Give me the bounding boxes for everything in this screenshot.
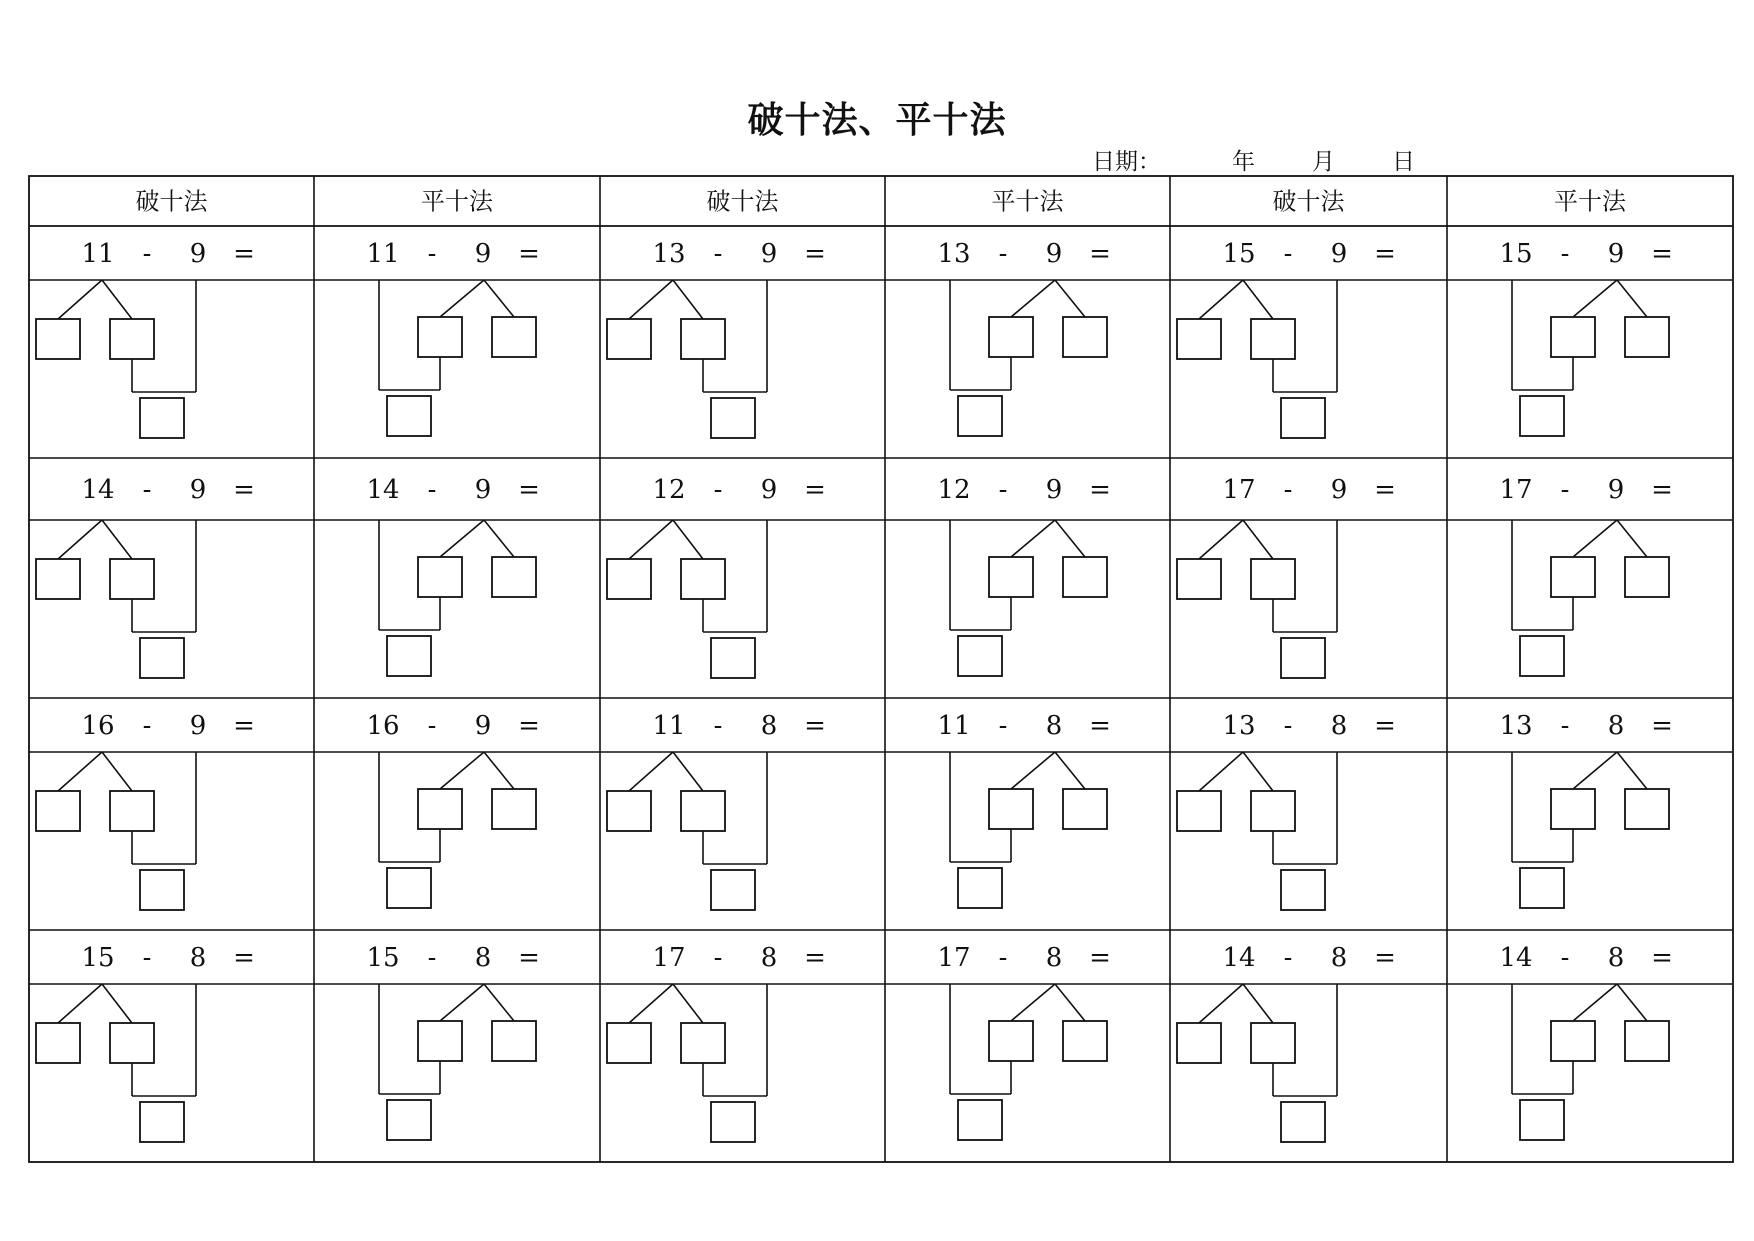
answer-box[interactable]	[387, 868, 431, 908]
answer-box[interactable]	[681, 319, 725, 359]
equals-sign: =	[1374, 475, 1396, 505]
minus-sign: -	[1560, 711, 1570, 741]
problem-subtrahend: 8	[1607, 943, 1625, 973]
problem-subtrahend: 8	[760, 943, 778, 973]
answer-box[interactable]	[140, 398, 184, 438]
minus-sign: -	[1560, 239, 1570, 269]
split-line-left	[1199, 280, 1243, 319]
minus-sign: -	[142, 711, 152, 741]
minus-sign: -	[1560, 475, 1570, 505]
problem-minuend: 11	[366, 239, 400, 269]
problem-minuend: 12	[652, 475, 686, 505]
minus-sign: -	[142, 475, 152, 505]
split-line-left	[629, 280, 673, 319]
split-line-right	[484, 520, 514, 557]
minus-sign: -	[427, 239, 437, 269]
answer-box[interactable]	[989, 557, 1033, 597]
problem-minuend: 17	[1499, 475, 1533, 505]
answer-box[interactable]	[140, 1102, 184, 1142]
answer-box[interactable]	[140, 870, 184, 910]
problem-minuend: 14	[1499, 943, 1533, 973]
split-line-right	[1055, 520, 1085, 557]
minus-sign: -	[998, 475, 1008, 505]
answer-box[interactable]	[110, 1023, 154, 1063]
equals-sign: =	[1374, 239, 1396, 269]
answer-box[interactable]	[1281, 1102, 1325, 1142]
column-header: 平十法	[421, 187, 493, 216]
problem-minuend: 14	[366, 475, 400, 505]
split-line-right	[1617, 752, 1647, 789]
problem-minuend: 15	[1222, 239, 1256, 269]
problem-subtrahend: 8	[1045, 943, 1063, 973]
column-header: 平十法	[1554, 187, 1626, 216]
answer-box[interactable]	[1177, 1023, 1221, 1063]
answer-box[interactable]	[711, 1102, 755, 1142]
answer-box[interactable]	[1281, 398, 1325, 438]
equals-sign: =	[518, 475, 540, 505]
answer-box[interactable]	[1551, 557, 1595, 597]
minus-sign: -	[998, 239, 1008, 269]
answer-box[interactable]	[989, 1021, 1033, 1061]
problem-subtrahend: 8	[189, 943, 207, 973]
problem-subtrahend: 8	[1607, 711, 1625, 741]
equals-sign: =	[1374, 943, 1396, 973]
answer-box[interactable]	[1251, 791, 1295, 831]
problem-minuend: 17	[937, 943, 971, 973]
date-day-label: 日	[1392, 149, 1415, 175]
problem-minuend: 15	[1499, 239, 1533, 269]
split-line-left	[1573, 752, 1617, 789]
problem-minuend: 13	[652, 239, 686, 269]
equals-sign: =	[1089, 239, 1111, 269]
problem-subtrahend: 9	[1045, 475, 1063, 505]
problem-minuend: 15	[366, 943, 400, 973]
split-line-right	[1617, 520, 1647, 557]
answer-box[interactable]	[607, 791, 651, 831]
problem-minuend: 14	[1222, 943, 1256, 973]
split-line-right	[102, 984, 132, 1023]
answer-box[interactable]	[1177, 791, 1221, 831]
problem-subtrahend: 9	[760, 475, 778, 505]
problem-minuend: 13	[1499, 711, 1533, 741]
answer-box[interactable]	[1251, 319, 1295, 359]
problem-subtrahend: 9	[1607, 475, 1625, 505]
minus-sign: -	[1560, 943, 1570, 973]
problem-subtrahend: 9	[189, 239, 207, 269]
answer-box[interactable]	[110, 559, 154, 599]
problem-subtrahend: 8	[1330, 711, 1348, 741]
answer-box[interactable]	[958, 396, 1002, 436]
answer-box[interactable]	[36, 559, 80, 599]
answer-box[interactable]	[492, 317, 536, 357]
answer-box[interactable]	[110, 319, 154, 359]
split-line-left	[629, 984, 673, 1023]
problem-subtrahend: 8	[1330, 943, 1348, 973]
answer-box[interactable]	[1551, 1021, 1595, 1061]
answer-box[interactable]	[681, 1023, 725, 1063]
answer-box[interactable]	[989, 789, 1033, 829]
date-month-label: 月	[1312, 149, 1335, 175]
split-line-left	[1573, 984, 1617, 1021]
split-line-right	[673, 984, 703, 1023]
equals-sign: =	[233, 711, 255, 741]
problem-subtrahend: 9	[189, 711, 207, 741]
answer-box[interactable]	[1520, 636, 1564, 676]
problem-minuend: 16	[81, 711, 115, 741]
split-line-right	[102, 752, 132, 791]
split-line-left	[1011, 984, 1055, 1021]
answer-box[interactable]	[958, 868, 1002, 908]
problem-minuend: 17	[652, 943, 686, 973]
split-line-right	[1243, 752, 1273, 791]
minus-sign: -	[427, 943, 437, 973]
answer-box[interactable]	[1551, 789, 1595, 829]
equals-sign: =	[1651, 239, 1673, 269]
split-line-right	[673, 520, 703, 559]
split-line-left	[1011, 520, 1055, 557]
split-line-left	[629, 752, 673, 791]
split-line-left	[1573, 280, 1617, 317]
minus-sign: -	[427, 711, 437, 741]
answer-box[interactable]	[418, 1021, 462, 1061]
answer-box[interactable]	[1177, 319, 1221, 359]
answer-box[interactable]	[418, 557, 462, 597]
split-line-left	[440, 280, 484, 317]
problem-subtrahend: 8	[760, 711, 778, 741]
minus-sign: -	[713, 239, 723, 269]
split-line-left	[58, 280, 102, 319]
problem-minuend: 12	[937, 475, 971, 505]
split-line-right	[1617, 984, 1647, 1021]
split-line-right	[484, 280, 514, 317]
answer-box[interactable]	[958, 1100, 1002, 1140]
answer-box[interactable]	[1625, 317, 1669, 357]
minus-sign: -	[998, 943, 1008, 973]
problem-minuend: 13	[937, 239, 971, 269]
problem-minuend: 11	[81, 239, 115, 269]
answer-box[interactable]	[1520, 868, 1564, 908]
problem-subtrahend: 9	[1607, 239, 1625, 269]
answer-box[interactable]	[1520, 396, 1564, 436]
minus-sign: -	[427, 475, 437, 505]
answer-box[interactable]	[681, 559, 725, 599]
split-line-right	[484, 752, 514, 789]
page-title: 破十法、平十法	[747, 99, 1007, 141]
problem-subtrahend: 9	[474, 475, 492, 505]
column-header: 破十法	[706, 187, 779, 216]
split-line-right	[673, 752, 703, 791]
answer-box[interactable]	[387, 636, 431, 676]
problem-minuend: 16	[366, 711, 400, 741]
split-line-left	[440, 520, 484, 557]
minus-sign: -	[1283, 711, 1293, 741]
problem-minuend: 13	[1222, 711, 1256, 741]
answer-box[interactable]	[418, 789, 462, 829]
split-line-left	[629, 520, 673, 559]
split-line-right	[673, 280, 703, 319]
answer-box[interactable]	[492, 557, 536, 597]
answer-box[interactable]	[711, 398, 755, 438]
minus-sign: -	[1283, 943, 1293, 973]
answer-box[interactable]	[140, 638, 184, 678]
split-line-right	[1243, 280, 1273, 319]
split-line-left	[58, 984, 102, 1023]
problem-subtrahend: 8	[1045, 711, 1063, 741]
column-header: 平十法	[991, 187, 1064, 216]
split-line-left	[440, 984, 484, 1021]
equals-sign: =	[1089, 943, 1111, 973]
answer-box[interactable]	[1063, 789, 1107, 829]
answer-box[interactable]	[1251, 559, 1295, 599]
split-line-right	[1617, 280, 1647, 317]
split-line-right	[1243, 984, 1273, 1023]
answer-box[interactable]	[1063, 317, 1107, 357]
minus-sign: -	[142, 943, 152, 973]
problem-subtrahend: 9	[760, 239, 778, 269]
problem-subtrahend: 9	[1330, 475, 1348, 505]
answer-box[interactable]	[36, 791, 80, 831]
equals-sign: =	[233, 239, 255, 269]
problem-subtrahend: 9	[189, 475, 207, 505]
problem-subtrahend: 9	[1045, 239, 1063, 269]
split-line-right	[1055, 984, 1085, 1021]
answer-box[interactable]	[607, 1023, 651, 1063]
minus-sign: -	[713, 711, 723, 741]
minus-sign: -	[1283, 475, 1293, 505]
answer-box[interactable]	[1625, 789, 1669, 829]
answer-box[interactable]	[1520, 1100, 1564, 1140]
minus-sign: -	[142, 239, 152, 269]
table-frame	[29, 176, 1733, 1162]
equals-sign: =	[804, 711, 826, 741]
equals-sign: =	[1089, 475, 1111, 505]
split-line-left	[1011, 752, 1055, 789]
equals-sign: =	[804, 239, 826, 269]
answer-box[interactable]	[1063, 557, 1107, 597]
problem-minuend: 11	[937, 711, 971, 741]
split-line-left	[1199, 752, 1243, 791]
problem-minuend: 11	[652, 711, 686, 741]
answer-box[interactable]	[607, 319, 651, 359]
answer-box[interactable]	[1177, 559, 1221, 599]
split-line-right	[102, 280, 132, 319]
minus-sign: -	[713, 475, 723, 505]
problem-subtrahend: 9	[474, 239, 492, 269]
answer-box[interactable]	[1625, 557, 1669, 597]
equals-sign: =	[518, 239, 540, 269]
answer-box[interactable]	[418, 317, 462, 357]
answer-box[interactable]	[387, 1100, 431, 1140]
problem-subtrahend: 9	[1330, 239, 1348, 269]
split-line-left	[58, 752, 102, 791]
answer-box[interactable]	[1251, 1023, 1295, 1063]
split-line-right	[484, 984, 514, 1021]
answer-box[interactable]	[387, 396, 431, 436]
split-line-left	[1011, 280, 1055, 317]
minus-sign: -	[713, 943, 723, 973]
answer-box[interactable]	[989, 317, 1033, 357]
equals-sign: =	[804, 475, 826, 505]
answer-box[interactable]	[492, 1021, 536, 1061]
column-header: 破十法	[135, 187, 208, 216]
split-line-right	[102, 520, 132, 559]
split-line-right	[1243, 520, 1273, 559]
equals-sign: =	[1651, 943, 1673, 973]
split-line-left	[1573, 520, 1617, 557]
split-line-left	[440, 752, 484, 789]
split-line-left	[1199, 520, 1243, 559]
answer-box[interactable]	[1281, 638, 1325, 678]
answer-box[interactable]	[1551, 317, 1595, 357]
answer-box[interactable]	[607, 559, 651, 599]
problem-minuend: 17	[1222, 475, 1256, 505]
equals-sign: =	[1374, 711, 1396, 741]
answer-box[interactable]	[36, 319, 80, 359]
minus-sign: -	[1283, 239, 1293, 269]
equals-sign: =	[1089, 711, 1111, 741]
equals-sign: =	[233, 475, 255, 505]
equals-sign: =	[804, 943, 826, 973]
problem-minuend: 15	[81, 943, 115, 973]
answer-box[interactable]	[711, 638, 755, 678]
problem-subtrahend: 9	[474, 711, 492, 741]
answer-box[interactable]	[1625, 1021, 1669, 1061]
answer-box[interactable]	[711, 870, 755, 910]
split-line-right	[1055, 280, 1085, 317]
date-label: 日期：	[1092, 149, 1161, 175]
equals-sign: =	[518, 711, 540, 741]
split-line-right	[1055, 752, 1085, 789]
answer-box[interactable]	[492, 789, 536, 829]
equals-sign: =	[233, 943, 255, 973]
problem-minuend: 14	[81, 475, 115, 505]
split-line-left	[58, 520, 102, 559]
equals-sign: =	[518, 943, 540, 973]
date-year-label: 年	[1232, 149, 1255, 175]
answer-box[interactable]	[36, 1023, 80, 1063]
problem-subtrahend: 8	[474, 943, 492, 973]
answer-box[interactable]	[1281, 870, 1325, 910]
split-line-left	[1199, 984, 1243, 1023]
minus-sign: -	[998, 711, 1008, 741]
answer-box[interactable]	[681, 791, 725, 831]
column-header: 破十法	[1272, 187, 1345, 216]
answer-box[interactable]	[958, 636, 1002, 676]
answer-box[interactable]	[110, 791, 154, 831]
equals-sign: =	[1651, 711, 1673, 741]
answer-box[interactable]	[1063, 1021, 1107, 1061]
equals-sign: =	[1651, 475, 1673, 505]
